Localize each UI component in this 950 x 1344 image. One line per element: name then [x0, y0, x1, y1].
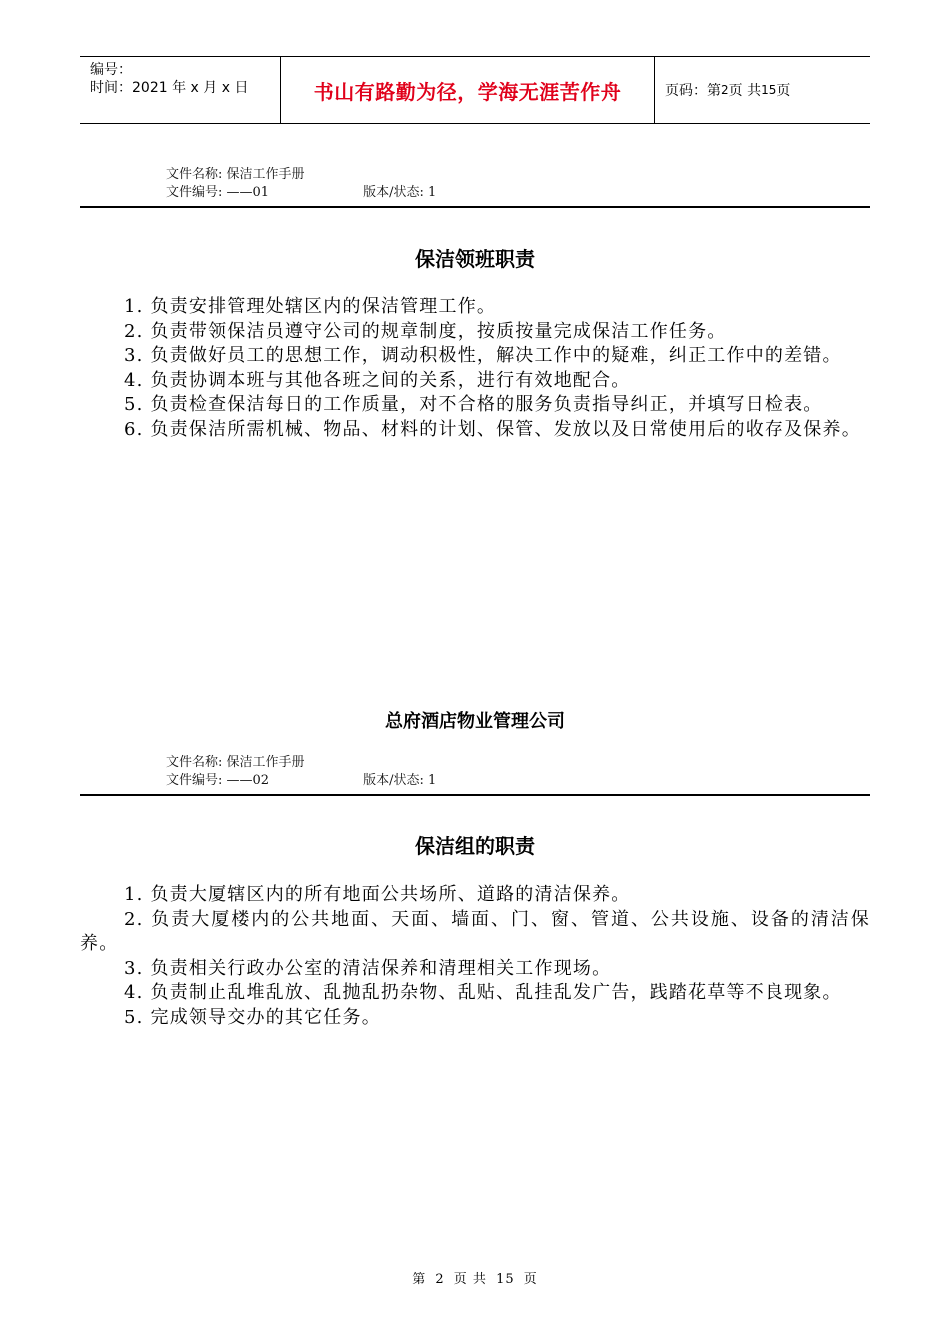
section-title: 保洁组的职责 [415, 834, 535, 858]
page-end: 页 [776, 83, 791, 99]
motto: 书山有路勤为径，学海无涯苦作舟 [281, 57, 655, 123]
list-item: 3. 负责做好员工的思想工作，调动积极性，解决工作中的疑难，纠正工作中的差错。 [124, 345, 842, 366]
page-indicator [655, 57, 870, 123]
footer-page: 2 [435, 1272, 445, 1287]
doc-version: 版本/状态: 1 [363, 185, 437, 200]
duty-list [80, 295, 870, 442]
doc-number: 文件编号: ——01 [166, 185, 270, 200]
section-title: 保洁领班职责 [415, 247, 535, 271]
list-item: 3. 负责相关行政办公室的清洁保养和清理相关工作现场。 [124, 957, 612, 979]
list-item: 5. 负责检查保洁每日的工作质量，对不合格的服务负责指导纠正，并填写日检表。 [124, 394, 823, 415]
doc-name: 文件名称: 保洁工作手册 [166, 167, 305, 182]
list-item: 1. 负责大厦辖区内的所有地面公共场所、道路的清洁保养。 [124, 884, 631, 905]
doc-version: 版本/状态: 1 [363, 773, 437, 788]
doc-number-label: 编号： [90, 62, 132, 78]
footer-total: 15 [496, 1272, 515, 1287]
footer-mid: 页 共 [453, 1272, 487, 1287]
footer-suffix: 页 [523, 1272, 538, 1287]
list-item: 6. 负责保洁所需机械、物品、材料的计划、保管、发放以及日常使用后的收存及保养。 [124, 418, 861, 440]
doc-info-2 [166, 754, 436, 790]
list-item: 2. 负责大厦楼内的公共地面、天面、墙面、门、窗、管道、公共设施、设备的清洁保养。 [80, 908, 870, 954]
header-meta [80, 57, 281, 123]
divider [80, 206, 870, 208]
page-label: 页码：第 [665, 83, 721, 99]
date-label: 时间：2021 年 x 月 x 日 [90, 80, 249, 96]
doc-name: 文件名称: 保洁工作手册 [166, 755, 305, 770]
company-name: 总府酒店物业管理公司 [385, 711, 565, 732]
footer-prefix: 第 [412, 1272, 427, 1287]
list-item: 4. 负责协调本班与其他各班之间的关系，进行有效地配合。 [124, 369, 631, 391]
list-item: 5. 完成领导交办的其它任务。 [124, 1006, 381, 1028]
page-footer [0, 1268, 950, 1287]
page-mid: 页 共 [728, 83, 762, 99]
list-item: 2. 负责带领保洁员遵守公司的规章制度，按质按量完成保洁工作任务。 [124, 320, 727, 342]
doc-info-1 [166, 166, 436, 202]
doc-number: 文件编号: ——02 [166, 773, 270, 788]
duty-list [80, 883, 870, 1030]
page-header [80, 56, 870, 124]
page-number: 2 [721, 83, 729, 97]
list-item: 1. 负责安排管理处辖区内的保洁管理工作。 [124, 296, 497, 317]
page-total: 15 [761, 83, 777, 97]
divider [80, 794, 870, 796]
list-item: 4. 负责制止乱堆乱放、乱抛乱扔杂物、乱贴、乱挂乱发广告，践踏花草等不良现象。 [124, 982, 842, 1003]
